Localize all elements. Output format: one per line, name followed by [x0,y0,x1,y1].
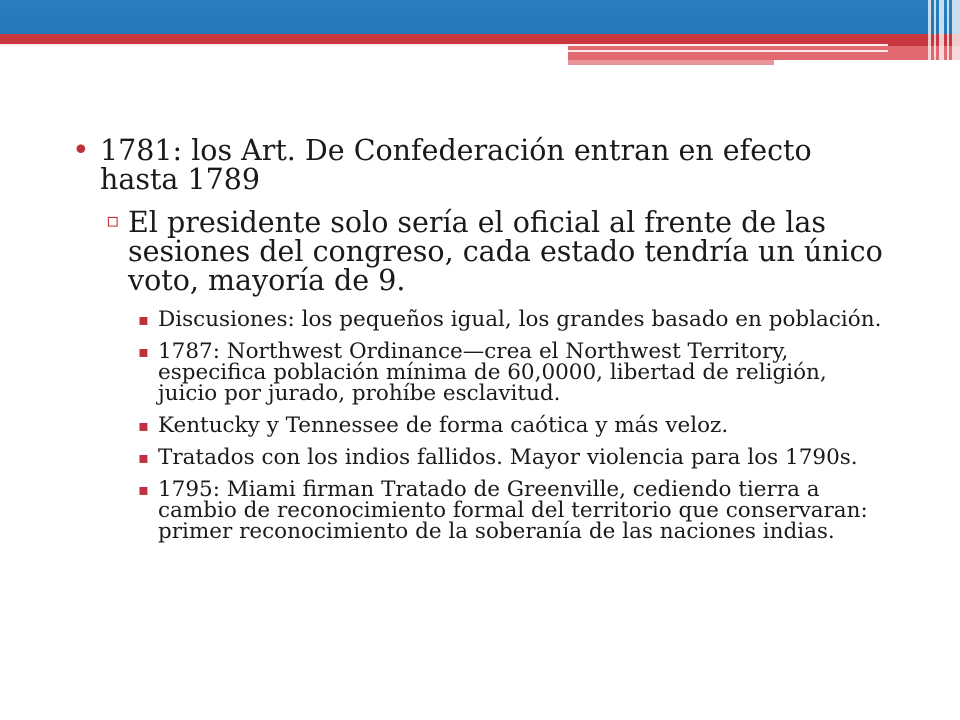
bullet-text: El presidente solo sería el oficial al frente de las sesiones del congreso, cada estado tendría un único voto, mayoría de 9. [128,206,883,297]
bullet-text: Kentucky y Tennessee de forma caótica y más veloz. [158,413,729,438]
bullet-level3 [72,341,892,404]
header-pink-band [568,46,960,60]
bullet-level3 [72,479,892,542]
bullet-small-square-icon: ▪ [138,480,149,499]
slide-body [72,133,892,553]
bullet-text: 1787: Northwest Ordinance—crea el Northwest Territory, especifica población mínima de 60,0000, libertad de religión, juicio por jurado, prohíbe esclavitud. [158,339,827,406]
bullet-level3 [72,309,892,330]
bullet-level2 [72,208,892,295]
bullet-dot-icon: • [72,133,90,168]
bullet-text: 1795: Miami firman Tratado de Greenville, cediendo tierra a cambio de reconocimiento formal del territorio que conservaran: primer reconocimiento de la soberanía de las naciones indias. [158,477,868,544]
header-vertical-stripes [918,0,960,66]
header-blue-band [0,0,960,34]
bullet-small-square-icon: ▪ [138,310,149,329]
header-white-line-short [568,50,888,52]
bullet-text: Tratados con los indios fallidos. Mayor violencia para los 1790s. [158,445,858,470]
bullet-text: Discusiones: los pequeños igual, los grandes basado en población. [158,307,882,332]
bullet-square-icon: ▫ [106,208,120,232]
bullet-small-square-icon: ▪ [138,416,149,435]
bullet-level3 [72,447,892,468]
bullet-small-square-icon: ▪ [138,342,149,361]
header-light-pink-band [568,60,774,65]
bullet-level3 [72,415,892,436]
bullet-level1 [72,133,892,196]
bullet-small-square-icon: ▪ [138,448,149,467]
bullet-text: 1781: los Art. De Confederación entran en efecto hasta 1789 [100,134,812,196]
